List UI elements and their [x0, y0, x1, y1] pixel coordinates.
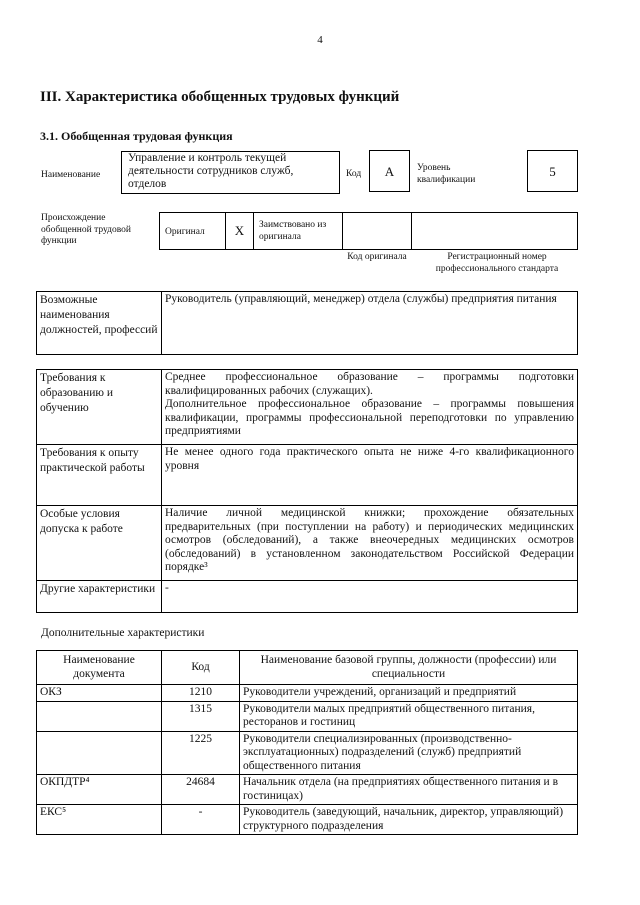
requirement-line: Среднее профессиональное образование – программы подготовки квалифицированных рабочих (служащих). [165, 371, 574, 397]
name-cell: Руководители специализированных (производственно-эксплуатационных) подразделений (служб) предприятий общественного питания [240, 731, 578, 775]
column-header: Наименование базовой группы, должности (профессии) или специальности [240, 651, 578, 685]
section-title: III. Характеристика обобщенных трудовых функций [40, 89, 400, 105]
function-name-line: отделов [128, 178, 167, 190]
function-code-box: А [369, 150, 410, 192]
doc-cell [37, 731, 162, 775]
origin-row [159, 212, 578, 250]
requirement-line: Наличие личной медицинской книжки; прохождение обязательных предварительных (при поступлении на работу) и периодических медицинских осмотров (обследований), а также внеочередных медицинских осмотров (обследований) в установленном законодательством Российской Федерации порядке³ [165, 507, 574, 573]
table-row [37, 775, 578, 805]
doc-cell: ОКЗ [37, 685, 162, 702]
table-row [37, 731, 578, 775]
function-name-box [121, 151, 340, 194]
requirement-label: Другие характеристики [37, 581, 162, 613]
requirements-table [36, 369, 578, 613]
requirement-line: - [165, 582, 169, 594]
name-cell: Руководитель (заведующий, начальник, директор, управляющий) структурного подразделения [240, 805, 578, 835]
function-name-line: Управление и контроль текущей [128, 152, 287, 164]
requirement-value [162, 445, 578, 506]
requirement-row [37, 445, 578, 506]
name-cell: Руководители малых предприятий общественного питания, ресторанов и гостиниц [240, 701, 578, 731]
doc-cell: ЕКС⁵ [37, 805, 162, 835]
requirement-value [162, 506, 578, 581]
doc-cell [37, 701, 162, 731]
divider [411, 212, 412, 250]
table-row [37, 685, 578, 702]
code-cell: 24684 [162, 775, 240, 805]
positions-value: Руководитель (управляющий, менеджер) отдела (службы) предприятия питания [162, 292, 578, 355]
additional-title: Дополнительные характеристики [41, 627, 205, 639]
divider [253, 212, 254, 250]
function-name-line: деятельности сотрудников служб, [128, 165, 294, 177]
code-cell: 1210 [162, 685, 240, 702]
reg-number-caption: Регистрационный номер профессионального стандарта [435, 252, 559, 274]
requirement-line: Дополнительное профессиональное образование – программы повышения квалификации, программы профессиональной переподготовки по управлению предприятиями [165, 398, 574, 437]
requirement-label: Требования к образованию и обучению [37, 370, 162, 445]
column-header: Наименование документа [37, 651, 162, 685]
name-cell: Руководители учреждений, организаций и предприятий [240, 685, 578, 702]
requirement-row [37, 581, 578, 613]
qualification-level-box: 5 [527, 150, 578, 192]
code-cell: 1225 [162, 731, 240, 775]
requirement-value [162, 581, 578, 613]
qualification-level-label: Уровень квалификации [417, 163, 476, 185]
requirement-row [37, 370, 578, 445]
requirement-label: Особые условия допуска к работе [37, 506, 162, 581]
requirement-row [37, 506, 578, 581]
positions-label: Возможные наименования должностей, профессий [37, 292, 162, 355]
requirement-label: Требования к опыту практической работы [37, 445, 162, 506]
code-original-caption: Код оригинала [347, 252, 407, 262]
doc-cell: ОКПДТР⁴ [37, 775, 162, 805]
original-label: Оригинал [165, 227, 205, 237]
table-header-row [37, 651, 578, 685]
positions-table [36, 291, 578, 355]
name-cell: Начальник отдела (на предприятиях общественного питания и в гостиницах) [240, 775, 578, 805]
column-header: Код [162, 651, 240, 685]
requirement-value [162, 370, 578, 445]
additional-table [36, 650, 578, 835]
requirement-line: Не менее одного года практического опыта не ниже 4-го квалификационного уровня [165, 446, 574, 472]
code-cell: 1315 [162, 701, 240, 731]
table-row [37, 701, 578, 731]
original-mark: X [234, 223, 245, 238]
function-code-label: Код [346, 169, 362, 179]
subsection-title: 3.1. Обобщенная трудовая функция [40, 129, 233, 143]
function-name-label: Наименование [41, 170, 101, 180]
origin-label: Происхождение обобщенной трудовой функции [41, 213, 131, 246]
table-row [37, 805, 578, 835]
borrowed-label: Заимствовано из оригинала [259, 220, 327, 242]
page-number: 4 [317, 34, 323, 46]
code-cell: - [162, 805, 240, 835]
